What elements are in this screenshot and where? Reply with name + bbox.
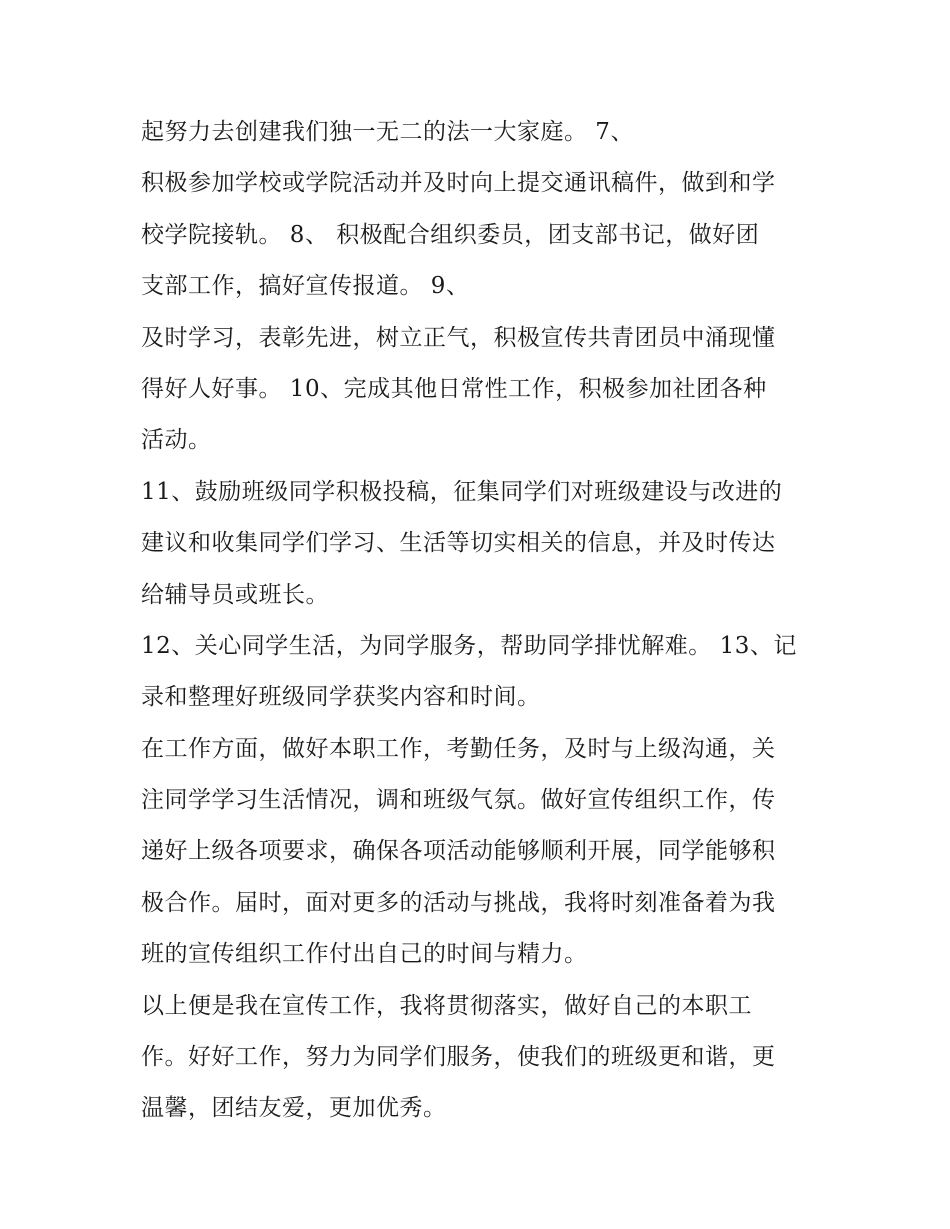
text-line-12: 录和整理好班级同学获奖内容和时间。 [141,684,541,711]
text-line-15: 递好上级各项要求，确保各项活动能够顺利开展，同学能够积 [141,838,776,865]
text-line-3: 校学院接轨。 8、 积极配合组织委员，团支部书记，做好团 [141,221,760,248]
text-line-18: 以上便是我在宣传工作，我将贯彻落实，做好自己的本职工 [141,992,752,1019]
body-text [141,107,821,1135]
text-line-20: 温馨，团结友爱，更加优秀。 [141,1095,447,1122]
text-line-6: 得好人好事。 10、完成其他日常性工作，积极参加社团各种 [141,375,767,402]
text-line-9: 建议和收集同学们学习、生活等切实相关的信息，并及时传达 [141,530,776,557]
text-line-1: 起努力去创建我们独一无二的法一大家庭。 7、 [141,119,634,145]
text-line-7: 活动。 [141,427,212,454]
text-line-14: 注同学学习生活情况，调和班级气氛。做好宣传组织工作，传 [141,787,776,814]
text-line-5: 及时学习，表彰先进，树立正气，积极宣传共青团员中涌现懂 [141,324,776,351]
text-line-10: 给辅导员或班长。 [141,581,329,608]
text-line-4: 支部工作，搞好宣传报道。 9、 [141,273,470,300]
text-line-16: 极合作。届时，面对更多的活动与挑战，我将时刻准备着为我 [141,889,776,916]
text-line-2: 积极参加学校或学院活动并及时向上提交通讯稿件，做到和学 [141,170,776,197]
text-line-17: 班的宣传组织工作付出自己的时间与精力。 [141,941,588,968]
text-line-11: 12、关心同学生活，为同学服务，帮助同学排忧解难。 13、记 [141,632,797,659]
text-line-13: 在工作方面，做好本职工作，考勤任务，及时与上级沟通，关 [141,735,776,762]
text-line-19: 作。好好工作，努力为同学们服务，使我们的班级更和谐，更 [141,1044,776,1071]
text-line-8: 11、鼓励班级同学积极投稿，征集同学们对班级建设与改进的 [141,478,783,505]
